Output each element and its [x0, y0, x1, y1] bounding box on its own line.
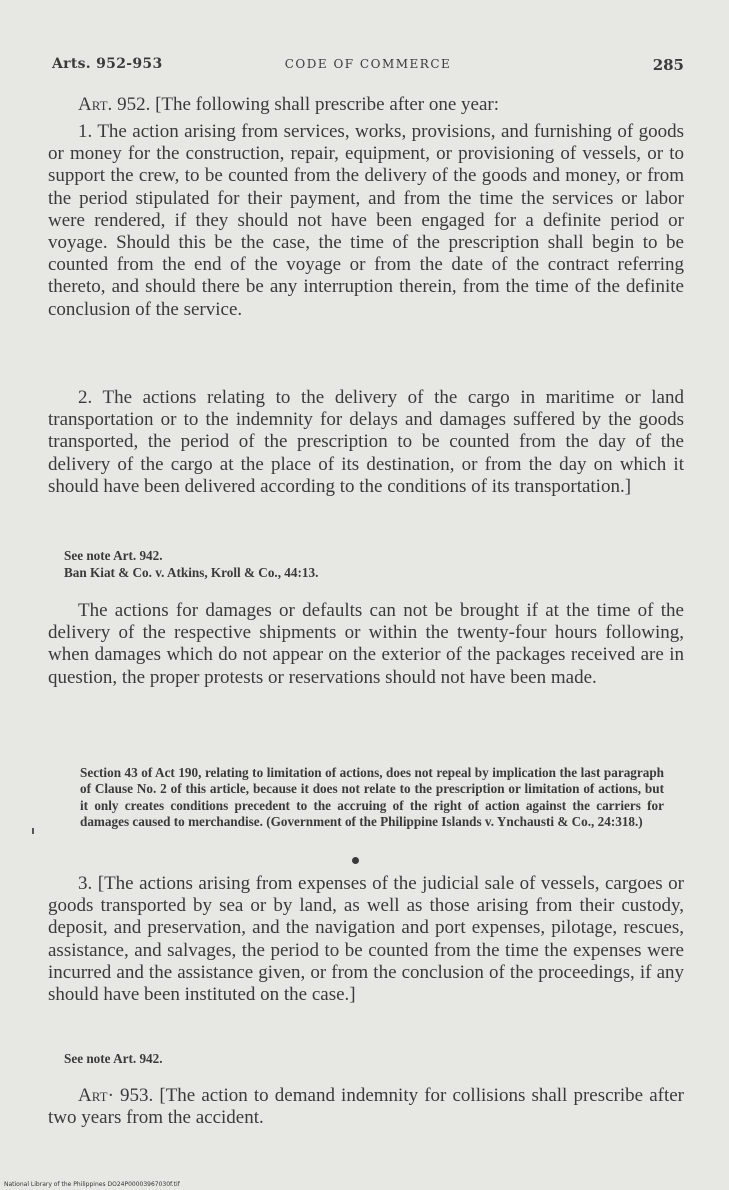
paragraph-damages: The actions for damages or defaults can not be brought if at the time of the delivery of the respective shipments or within the twenty-four hours following, when damages which do not appear on the exterior of the packages received are in question, the proper protests or reservations should not have been made. — [48, 600, 684, 688]
article-953-text: · 953. [The action to demand indemnity for collisions shall prescribe after two years from the accident. — [48, 1085, 684, 1129]
note-case-citation: Ban Kiat & Co. v. Atkins, Kroll & Co., 44:13. — [64, 565, 319, 580]
paragraph-2: 2. The actions relating to the delivery of the cargo in maritime or land transportation or to the indemnity for delays and damages suffered by the goods transported, the period of the prescription to be counted from the day of the delivery of the cargo at the place of its destination, or from the day on which it should have been delivered according to the conditions of its transportation.] — [48, 387, 684, 497]
note-see-art-942: See note Art. 942. — [64, 548, 163, 563]
article-952-heading — [48, 94, 684, 116]
margin-mark — [32, 828, 34, 834]
section-43-note: Section 43 of Act 190, relating to limitation of actions, does not repeal by implication the last paragraph of Clause No. 2 of this article, because it does not relate to the prescription or limitation of actions, but it only creates conditions precedent to the accruing of the right of action against the carriers for damages caused to merchandise. (Government of the Philippine Islands v. Ynchausti & Co., 24:318.) — [80, 765, 664, 830]
article-952-text: 952. [The following shall prescribe after one year: — [112, 94, 500, 115]
paragraph-1: 1. The action arising from services, works, provisions, and furnishing of goods or money for the construction, repair, equipment, or provisioning of vessels, or to support the crew, to be counted from the delivery of the goods and money, or from the period stipulated for their payment, and from the time the services or labor were rendered, if they should not have been engaged for a definite period or voyage. Should this be the case, the time of the prescription shall begin to be counted from the end of the voyage or from the date of the contract referring thereto, and should there be any interruption therein, from the time of the definite conclusion of the service. — [48, 121, 684, 320]
printer-dot — [352, 857, 359, 864]
header-title: CODE OF COMMERCE — [284, 57, 452, 71]
paragraph-3: 3. [The actions arising from expenses of the judicial sale of vessels, cargoes or goods transported by sea or by land, as well as those arising from their custody, deposit, and preservation, and the navigation and port expenses, pilotage, rescues, assistance, and salvages, the period to be counted from the time the expenses were incurred and the assistance given, or from the conclusion of the proceedings, if any should have been instituted on the case.] — [48, 873, 684, 1006]
running-header — [52, 56, 684, 80]
article-label: Art — [78, 1085, 108, 1106]
header-article-range: Arts. 952-953 — [52, 56, 163, 72]
article-953 — [48, 1085, 684, 1129]
article-label: Art. — [78, 94, 113, 115]
scan-footer: National Library of the Philippines DO24P00003967030f.tif — [4, 1181, 180, 1188]
page-number: 285 — [652, 56, 684, 74]
note-see-art-942-second: See note Art. 942. — [64, 1051, 163, 1066]
